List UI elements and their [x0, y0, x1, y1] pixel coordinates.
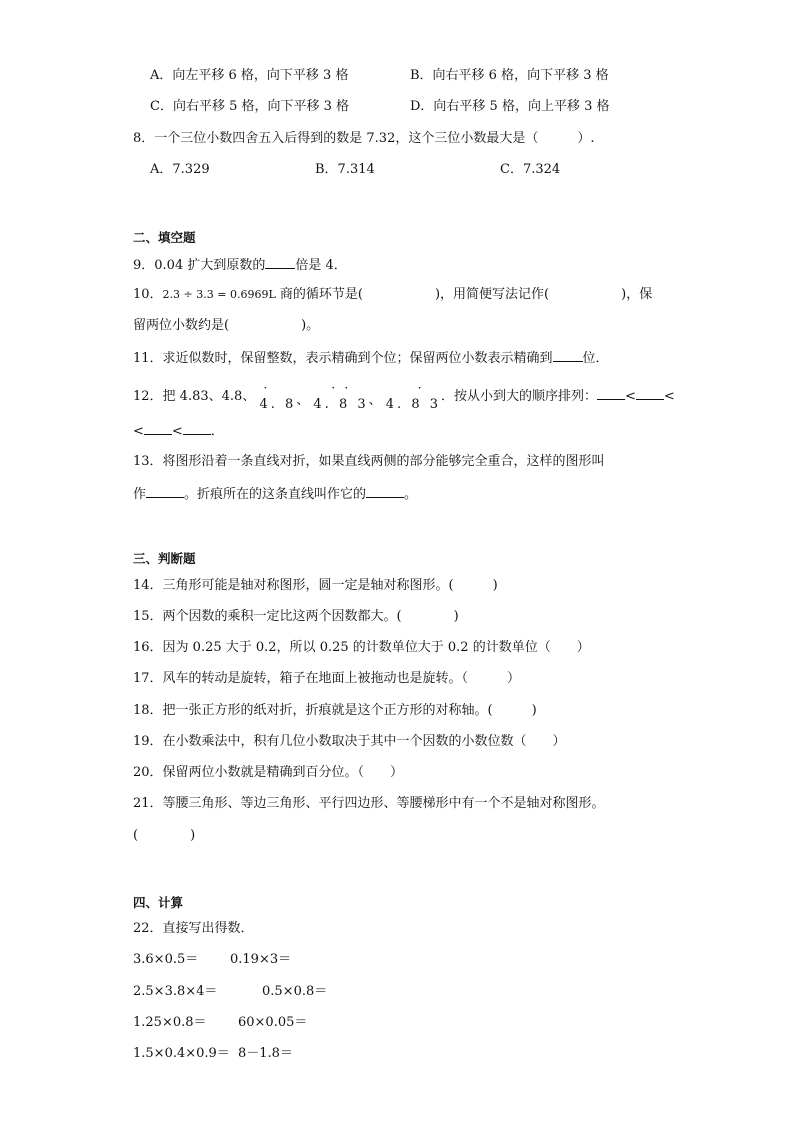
- calc-item: 60×0.05＝: [238, 1015, 308, 1030]
- q12-lt-2: <: [663, 389, 675, 404]
- q21-answer-paren[interactable]: ( ): [133, 828, 196, 843]
- q22-stem: 22．直接写出得数．: [133, 921, 254, 936]
- q10-line2: [133, 317, 319, 335]
- judge-item: 15．两个因数的乘积一定比这两个因数都大。( ): [133, 609, 459, 624]
- q13-line2b: 。折痕所在的这条直线叫作它的: [184, 487, 367, 502]
- q12-blank-2[interactable]: [636, 386, 664, 400]
- q12-line2: < < ．: [133, 421, 224, 441]
- judge-item: 20．保留两位小数就是精确到百分位。（ ）: [133, 765, 404, 780]
- calc-item: 8－1.8＝: [238, 1046, 293, 1061]
- q9-blank[interactable]: [265, 255, 295, 269]
- q12-blank-1[interactable]: [597, 386, 625, 400]
- q10-line2b: )。: [301, 318, 320, 333]
- judge-item: 14．三角形可能是轴对称图形，圆一定是轴对称图形。( ): [133, 578, 498, 593]
- q8-option-a: A．7.329: [150, 162, 210, 177]
- calc-item: 3.6×0.5＝: [133, 952, 199, 967]
- calc-item: 1.25×0.8＝: [133, 1015, 207, 1030]
- q12-blank-4[interactable]: [183, 421, 211, 435]
- q12-lt-3: <: [133, 424, 144, 439]
- judge-item: 17．风车的转动是旋转，箱子在地面上被拖动也是旋转。（ ）: [133, 671, 521, 686]
- q12-post: ．按从小到大的顺序排列：: [441, 389, 598, 404]
- q12-pre: 12．把 4.83、4.8、: [133, 389, 256, 404]
- q11-blank[interactable]: [553, 348, 583, 362]
- q10-pre: 10．: [133, 287, 163, 302]
- q12-repeating-3: · 4. 8 3: [385, 381, 441, 412]
- judge-item: 21．等腰三角形、等边三角形、平行四边形、等腰梯形中有一个不是轴对称图形。: [133, 796, 605, 811]
- q12-lt-4: <: [171, 424, 183, 439]
- section-calc-title: 四、计算: [133, 895, 184, 910]
- q12-sep-1: 、: [296, 393, 310, 408]
- calc-item: 0.19×3＝: [230, 952, 292, 967]
- q8-stem: 8．一个三位小数四舍五入后得到的数是 7.32，这个三位小数最大是（ ）.: [133, 131, 595, 146]
- q12-line1: [133, 381, 675, 412]
- q9: [133, 255, 347, 275]
- q10-mid1: 商的循环节是(: [275, 287, 363, 302]
- q9-post: 倍是 4．: [295, 258, 347, 273]
- q13-line1: 13．将图形沿着一条直线对折，如果直线两侧的部分能够完全重合，这样的图形叫: [133, 454, 605, 469]
- q13-blank-1[interactable]: [146, 484, 184, 498]
- q7-option-d: D．向右平移 5 格，向上平移 3 格: [410, 99, 610, 114]
- calc-item: 1.5×0.4×0.9＝: [133, 1046, 230, 1061]
- q12-lt-1: <: [625, 389, 636, 404]
- q10-line1: [133, 286, 652, 304]
- q7-option-b: B．向右平移 6 格，向下平移 3 格: [410, 68, 609, 83]
- calc-item: 0.5×0.8＝: [262, 984, 328, 999]
- q13-line2a: 作: [133, 487, 147, 502]
- q7-option-c: C．向右平移 5 格，向下平移 3 格: [150, 99, 350, 114]
- q7-option-a: A．向左平移 6 格，向下平移 3 格: [150, 68, 349, 83]
- q13-blank-2[interactable]: [366, 484, 404, 498]
- q12-blank-3[interactable]: [144, 421, 172, 435]
- q13-line2c: 。: [404, 487, 418, 502]
- q10-mid2: )，用简便写法记作(: [434, 287, 550, 302]
- q12-repeating-2: · · 4. 8 3: [313, 381, 369, 412]
- q10-line2a: 留两位小数约是(: [133, 318, 230, 333]
- q11-post: 位．: [582, 351, 609, 366]
- q13-line2: [133, 484, 417, 504]
- judge-item: 16．因为 0.25 大于 0.2，所以 0.25 的计数单位大于 0.2 的计数单位（ ）: [133, 640, 590, 655]
- judge-item: 18．把一张正方形的纸对折，折痕就是这个正方形的对称轴。( ): [133, 703, 537, 718]
- judge-item: 19．在小数乘法中，积有几位小数取决于其中一个因数的小数位数（ ）: [133, 734, 566, 749]
- calc-item: 2.5×3.8×4＝: [133, 984, 218, 999]
- q12-sep-2: 、: [368, 393, 382, 408]
- section-fill-title: 二、填空题: [133, 230, 196, 245]
- q11-pre: 11．求近似数时，保留整数，表示精确到个位；保留两位小数表示精确到: [133, 351, 553, 366]
- q12-repeating-1: · 4. 8: [259, 381, 297, 412]
- q8-option-b: B．7.314: [315, 162, 375, 177]
- section-judge-title: 三、判断题: [133, 551, 196, 566]
- q10-formula: 2.3 ÷ 3.3 = 0.6969L: [162, 288, 276, 301]
- q10-end1: )，保: [621, 287, 653, 302]
- q8-option-c: C．7.324: [500, 162, 561, 177]
- q9-pre: 9．0.04 扩大到原数的: [133, 258, 266, 273]
- q11: [133, 348, 609, 368]
